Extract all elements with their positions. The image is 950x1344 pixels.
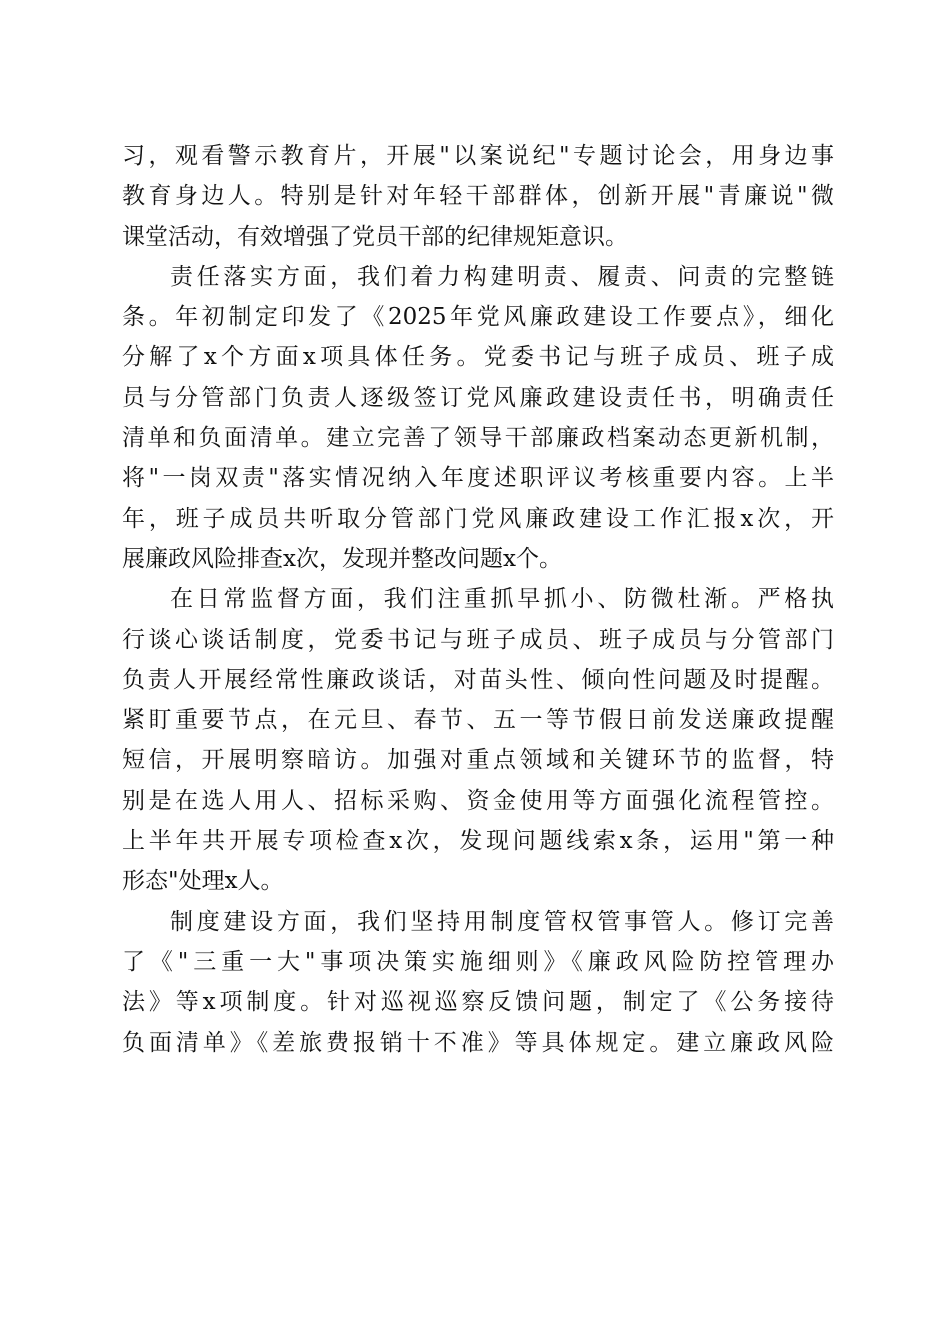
paragraph-start-line: 制度建设方面，我们坚持用制度管权管事管人。修订完善 (170, 908, 834, 935)
text-line: 习，观看警示教育片，开展"以案说纪"专题讨论会，用身边事 (122, 143, 834, 169)
text-line: 年，班子成员共听取分管部门党风廉政建设工作汇报x次，开 (122, 505, 834, 532)
text-line: 了《"三重一大"事项决策实施细则》《廉政风险防控管理办 (122, 948, 834, 975)
paragraph-start-line: 在日常监督方面，我们注重抓早抓小、防微杜渐。严格执 (170, 586, 834, 613)
text-line: 形态"处理x人。 (122, 868, 284, 895)
text-line: 员与分管部门负责人逐级签订党风廉政建设责任书，明确责任 (122, 384, 834, 411)
text-line: 紧盯重要节点，在元旦、春节、五一等节假日前发送廉政提醒 (122, 707, 834, 734)
paragraph-start-line: 责任落实方面，我们着力构建明责、履责、问责的完整链 (170, 263, 834, 290)
text-line: 清单和负面清单。建立完善了领导干部廉政档案动态更新机制， (122, 425, 834, 452)
text-line: 法》等x项制度。针对巡视巡察反馈问题，制定了《公务接待 (122, 989, 834, 1016)
text-line: 短信，开展明察暗访。加强对重点领域和关键环节的监督，特 (122, 747, 834, 774)
text-line: 将"一岗双责"落实情况纳入年度述职评议考核重要内容。上半 (122, 465, 834, 492)
document-body (122, 136, 834, 1063)
text-line: 分解了x个方面x项具体任务。党委书记与班子成员、班子成 (122, 344, 834, 371)
text-line: 课堂活动，有效增强了党员干部的纪律规矩意识。 (122, 223, 628, 250)
text-line: 条。年初制定印发了《2025年党风廉政建设工作要点》，细化 (122, 304, 834, 331)
text-line: 展廉政风险排查x次，发现并整改问题x个。 (122, 545, 562, 572)
text-line: 负责人开展经常性廉政谈话，对苗头性、倾向性问题及时提醒。 (122, 666, 834, 693)
text-line: 别是在选人用人、招标采购、资金使用等方面强化流程管控。 (122, 787, 834, 814)
text-line: 上半年共开展专项检查x次，发现问题线索x条，运用"第一种 (122, 828, 834, 855)
text-line: 教育身边人。特别是针对年轻干部群体，创新开展"青廉说"微 (122, 183, 834, 210)
text-line: 行谈心谈话制度，党委书记与班子成员、班子成员与分管部门 (122, 626, 834, 653)
text-line: 负面清单》《差旅费报销十不准》等具体规定。建立廉政风险 (122, 1029, 834, 1056)
